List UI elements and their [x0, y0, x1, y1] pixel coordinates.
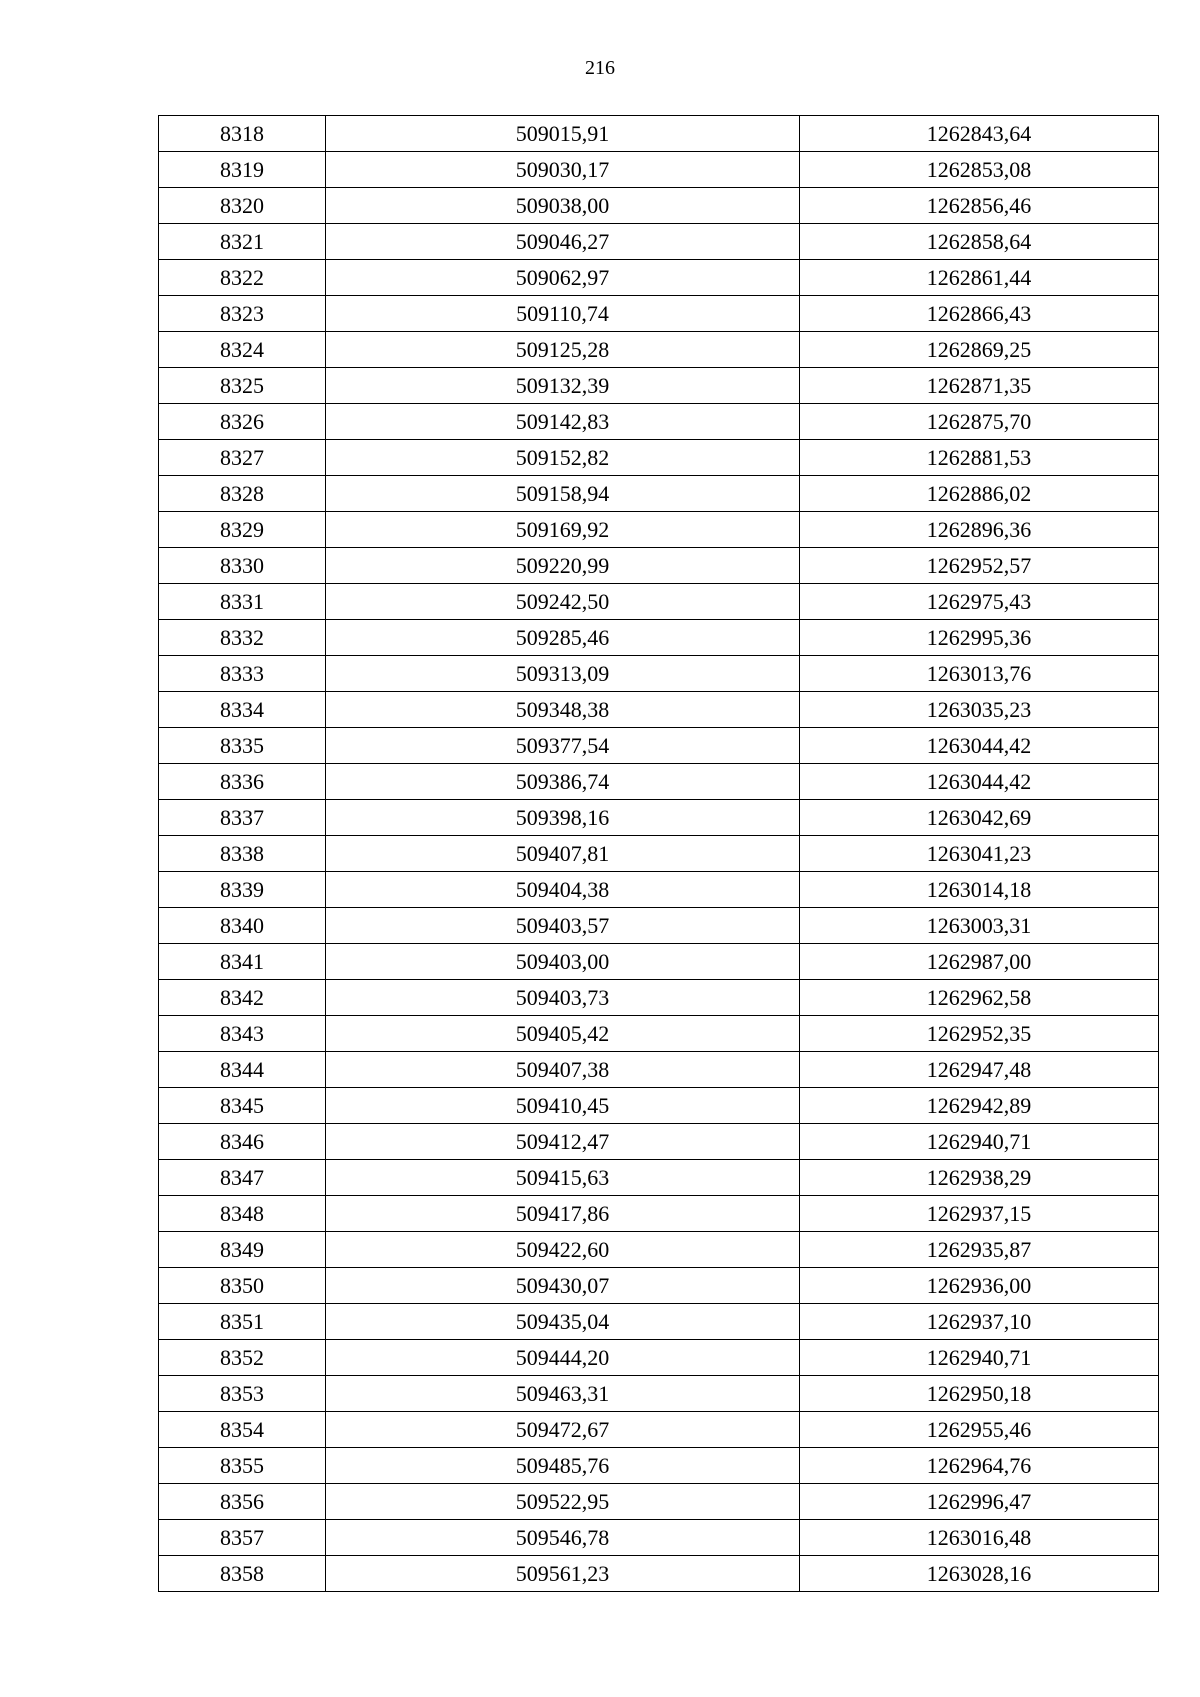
page-number: 216 [585, 57, 615, 79]
table-row [159, 404, 1159, 440]
x-coordinate-cell: 509158,94 [326, 476, 800, 512]
point-number-cell: 8338 [159, 836, 326, 872]
point-number-cell: 8330 [159, 548, 326, 584]
y-coordinate-cell: 1262942,89 [800, 1088, 1159, 1124]
table-row [159, 728, 1159, 764]
table-row [159, 872, 1159, 908]
table-row [159, 1304, 1159, 1340]
y-coordinate-cell: 1262861,44 [800, 260, 1159, 296]
table-row [159, 1016, 1159, 1052]
table-row [159, 980, 1159, 1016]
x-coordinate-cell: 509313,09 [326, 656, 800, 692]
y-coordinate-cell: 1262856,46 [800, 188, 1159, 224]
y-coordinate-cell: 1262952,35 [800, 1016, 1159, 1052]
x-coordinate-cell: 509435,04 [326, 1304, 800, 1340]
table-row [159, 440, 1159, 476]
table-row [159, 1340, 1159, 1376]
x-coordinate-cell: 509242,50 [326, 584, 800, 620]
point-number-cell: 8348 [159, 1196, 326, 1232]
x-coordinate-cell: 509403,57 [326, 908, 800, 944]
x-coordinate-cell: 509110,74 [326, 296, 800, 332]
point-number-cell: 8351 [159, 1304, 326, 1340]
table-row [159, 584, 1159, 620]
point-number-cell: 8327 [159, 440, 326, 476]
point-number-cell: 8354 [159, 1412, 326, 1448]
point-number-cell: 8349 [159, 1232, 326, 1268]
y-coordinate-cell: 1263035,23 [800, 692, 1159, 728]
table-row [159, 1196, 1159, 1232]
table-row [159, 296, 1159, 332]
table-row [159, 116, 1159, 152]
y-coordinate-cell: 1262896,36 [800, 512, 1159, 548]
y-coordinate-cell: 1262871,35 [800, 368, 1159, 404]
x-coordinate-cell: 509142,83 [326, 404, 800, 440]
x-coordinate-cell: 509152,82 [326, 440, 800, 476]
table-row [159, 908, 1159, 944]
x-coordinate-cell: 509348,38 [326, 692, 800, 728]
coordinates-table-body [159, 116, 1159, 1592]
x-coordinate-cell: 509062,97 [326, 260, 800, 296]
x-coordinate-cell: 509038,00 [326, 188, 800, 224]
table-row [159, 368, 1159, 404]
x-coordinate-cell: 509015,91 [326, 116, 800, 152]
point-number-cell: 8337 [159, 800, 326, 836]
y-coordinate-cell: 1262996,47 [800, 1484, 1159, 1520]
table-row [159, 1232, 1159, 1268]
y-coordinate-cell: 1262987,00 [800, 944, 1159, 980]
point-number-cell: 8334 [159, 692, 326, 728]
point-number-cell: 8352 [159, 1340, 326, 1376]
y-coordinate-cell: 1262955,46 [800, 1412, 1159, 1448]
point-number-cell: 8322 [159, 260, 326, 296]
y-coordinate-cell: 1262936,00 [800, 1268, 1159, 1304]
y-coordinate-cell: 1262937,10 [800, 1304, 1159, 1340]
point-number-cell: 8347 [159, 1160, 326, 1196]
table-row [159, 476, 1159, 512]
point-number-cell: 8350 [159, 1268, 326, 1304]
y-coordinate-cell: 1262875,70 [800, 404, 1159, 440]
x-coordinate-cell: 509404,38 [326, 872, 800, 908]
table-row [159, 764, 1159, 800]
point-number-cell: 8321 [159, 224, 326, 260]
x-coordinate-cell: 509386,74 [326, 764, 800, 800]
point-number-cell: 8355 [159, 1448, 326, 1484]
x-coordinate-cell: 509463,31 [326, 1376, 800, 1412]
y-coordinate-cell: 1263013,76 [800, 656, 1159, 692]
table-row [159, 548, 1159, 584]
x-coordinate-cell: 509398,16 [326, 800, 800, 836]
table-row [159, 1052, 1159, 1088]
x-coordinate-cell: 509132,39 [326, 368, 800, 404]
x-coordinate-cell: 509403,00 [326, 944, 800, 980]
x-coordinate-cell: 509405,42 [326, 1016, 800, 1052]
x-coordinate-cell: 509522,95 [326, 1484, 800, 1520]
y-coordinate-cell: 1262995,36 [800, 620, 1159, 656]
x-coordinate-cell: 509430,07 [326, 1268, 800, 1304]
x-coordinate-cell: 509220,99 [326, 548, 800, 584]
y-coordinate-cell: 1262869,25 [800, 332, 1159, 368]
y-coordinate-cell: 1262881,53 [800, 440, 1159, 476]
point-number-cell: 8345 [159, 1088, 326, 1124]
table-row [159, 152, 1159, 188]
x-coordinate-cell: 509415,63 [326, 1160, 800, 1196]
table-row [159, 1160, 1159, 1196]
table-row [159, 512, 1159, 548]
point-number-cell: 8323 [159, 296, 326, 332]
table-row [159, 1520, 1159, 1556]
point-number-cell: 8357 [159, 1520, 326, 1556]
point-number-cell: 8341 [159, 944, 326, 980]
table-row [159, 836, 1159, 872]
y-coordinate-cell: 1262950,18 [800, 1376, 1159, 1412]
y-coordinate-cell: 1262935,87 [800, 1232, 1159, 1268]
y-coordinate-cell: 1262866,43 [800, 296, 1159, 332]
table-row [159, 1448, 1159, 1484]
y-coordinate-cell: 1262853,08 [800, 152, 1159, 188]
y-coordinate-cell: 1262940,71 [800, 1124, 1159, 1160]
y-coordinate-cell: 1262843,64 [800, 116, 1159, 152]
table-row [159, 1088, 1159, 1124]
y-coordinate-cell: 1263042,69 [800, 800, 1159, 836]
point-number-cell: 8346 [159, 1124, 326, 1160]
table-row [159, 656, 1159, 692]
table-row [159, 944, 1159, 980]
y-coordinate-cell: 1263044,42 [800, 728, 1159, 764]
y-coordinate-cell: 1263028,16 [800, 1556, 1159, 1592]
y-coordinate-cell: 1263016,48 [800, 1520, 1159, 1556]
y-coordinate-cell: 1262975,43 [800, 584, 1159, 620]
x-coordinate-cell: 509417,86 [326, 1196, 800, 1232]
y-coordinate-cell: 1263041,23 [800, 836, 1159, 872]
x-coordinate-cell: 509412,47 [326, 1124, 800, 1160]
x-coordinate-cell: 509422,60 [326, 1232, 800, 1268]
table-row [159, 1376, 1159, 1412]
y-coordinate-cell: 1262858,64 [800, 224, 1159, 260]
point-number-cell: 8329 [159, 512, 326, 548]
x-coordinate-cell: 509410,45 [326, 1088, 800, 1124]
point-number-cell: 8320 [159, 188, 326, 224]
point-number-cell: 8335 [159, 728, 326, 764]
x-coordinate-cell: 509285,46 [326, 620, 800, 656]
point-number-cell: 8339 [159, 872, 326, 908]
y-coordinate-cell: 1262947,48 [800, 1052, 1159, 1088]
x-coordinate-cell: 509125,28 [326, 332, 800, 368]
point-number-cell: 8319 [159, 152, 326, 188]
x-coordinate-cell: 509472,67 [326, 1412, 800, 1448]
x-coordinate-cell: 509444,20 [326, 1340, 800, 1376]
x-coordinate-cell: 509407,81 [326, 836, 800, 872]
y-coordinate-cell: 1262886,02 [800, 476, 1159, 512]
point-number-cell: 8344 [159, 1052, 326, 1088]
y-coordinate-cell: 1262938,29 [800, 1160, 1159, 1196]
point-number-cell: 8358 [159, 1556, 326, 1592]
point-number-cell: 8328 [159, 476, 326, 512]
x-coordinate-cell: 509403,73 [326, 980, 800, 1016]
y-coordinate-cell: 1262937,15 [800, 1196, 1159, 1232]
point-number-cell: 8318 [159, 116, 326, 152]
y-coordinate-cell: 1263003,31 [800, 908, 1159, 944]
x-coordinate-cell: 509407,38 [326, 1052, 800, 1088]
table-row [159, 800, 1159, 836]
point-number-cell: 8353 [159, 1376, 326, 1412]
table-row [159, 1484, 1159, 1520]
x-coordinate-cell: 509561,23 [326, 1556, 800, 1592]
y-coordinate-cell: 1262940,71 [800, 1340, 1159, 1376]
table-row [159, 1124, 1159, 1160]
point-number-cell: 8336 [159, 764, 326, 800]
table-row [159, 1268, 1159, 1304]
y-coordinate-cell: 1263014,18 [800, 872, 1159, 908]
y-coordinate-cell: 1263044,42 [800, 764, 1159, 800]
table-row [159, 620, 1159, 656]
y-coordinate-cell: 1262962,58 [800, 980, 1159, 1016]
y-coordinate-cell: 1262964,76 [800, 1448, 1159, 1484]
coordinates-table [158, 115, 1159, 1592]
table-row [159, 692, 1159, 728]
point-number-cell: 8332 [159, 620, 326, 656]
point-number-cell: 8326 [159, 404, 326, 440]
table-row [159, 224, 1159, 260]
point-number-cell: 8342 [159, 980, 326, 1016]
table-row [159, 1556, 1159, 1592]
y-coordinate-cell: 1262952,57 [800, 548, 1159, 584]
x-coordinate-cell: 509485,76 [326, 1448, 800, 1484]
x-coordinate-cell: 509546,78 [326, 1520, 800, 1556]
point-number-cell: 8324 [159, 332, 326, 368]
point-number-cell: 8333 [159, 656, 326, 692]
table-row [159, 188, 1159, 224]
point-number-cell: 8325 [159, 368, 326, 404]
table-row [159, 260, 1159, 296]
point-number-cell: 8356 [159, 1484, 326, 1520]
x-coordinate-cell: 509046,27 [326, 224, 800, 260]
table-row [159, 332, 1159, 368]
x-coordinate-cell: 509377,54 [326, 728, 800, 764]
x-coordinate-cell: 509030,17 [326, 152, 800, 188]
x-coordinate-cell: 509169,92 [326, 512, 800, 548]
point-number-cell: 8343 [159, 1016, 326, 1052]
point-number-cell: 8331 [159, 584, 326, 620]
table-row [159, 1412, 1159, 1448]
point-number-cell: 8340 [159, 908, 326, 944]
